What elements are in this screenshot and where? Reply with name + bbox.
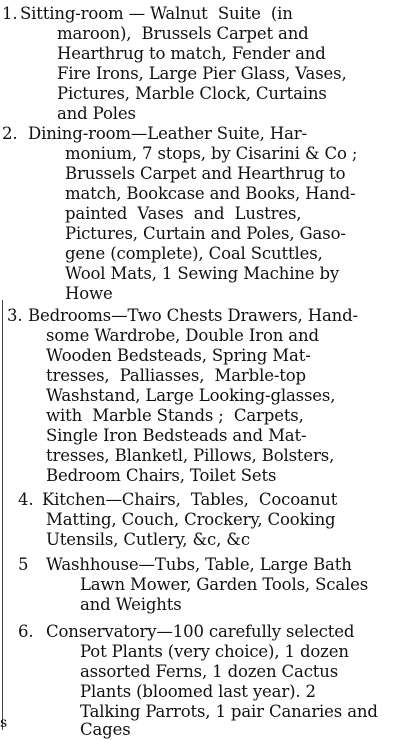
item-line: Pictures, Marble Clock, Curtains [57,84,327,103]
item-line: Brussels Carpet and Hearthrug to [65,164,346,183]
item-number: 4. [18,490,34,509]
item-number: 2. [2,124,18,143]
item-line: Kitchen—Chairs, Tables, Cocoanut [42,490,338,509]
item-number: 6. [18,622,34,641]
item-line: monium, 7 stops, by Cisarini & Co ; [65,144,358,163]
item-line: Utensils, Cutlery, &c, &c [46,530,250,549]
item-line: tresses, Blanketl, Pillows, Bolsters, [46,446,335,465]
item-line: Hearthrug to match, Fender and [57,44,326,63]
item-line: Talking Parrots, 1 pair Canaries and [80,702,378,721]
item-line: Washhouse—Tubs, Table, Large Bath [46,555,352,574]
item-line: Conservatory—100 carefully selected [46,622,355,641]
item-line: painted Vases and Lustres, [65,204,302,223]
item-line: Dining-room—Leather Suite, Har- [28,124,307,143]
item-line: Matting, Couch, Crockery, Cooking [46,510,336,529]
column-rule [2,300,3,730]
item-number: 5 [18,555,29,574]
item-line: Sitting-room — Walnut Suite (in [20,4,293,23]
item-line: assorted Ferns, 1 dozen Cactus [80,662,339,681]
item-line: Fire Irons, Large Pier Glass, Vases, [57,64,347,83]
item-line: with Marble Stands ; Carpets, [46,406,304,425]
item-line: Howe [65,284,113,303]
item-line: some Wardrobe, Double Iron and [46,326,319,345]
item-line: and Poles [57,104,136,123]
item-line: Washstand, Large Looking-glasses, [46,386,336,405]
item-line: Bedrooms—Two Chests Drawers, Hand- [28,306,358,325]
item-line: gene (complete), Coal Scuttles, [65,244,323,263]
item-line: Lawn Mower, Garden Tools, Scales [80,575,369,594]
item-line: Pictures, Curtain and Poles, Gaso- [65,224,346,243]
item-line: tresses, Palliasses, Marble-top [46,366,306,385]
item-line: Cages [80,720,131,739]
margin-fragment: s [0,715,8,731]
item-number: 1. [2,4,18,23]
item-line: Pot Plants (very choice), 1 dozen [80,642,349,661]
item-line: match, Bookcase and Books, Hand- [65,184,356,203]
item-number: 3. [7,306,23,325]
item-line: Single Iron Bedsteads and Mat- [46,426,307,445]
item-line: maroon), Brussels Carpet and [57,24,309,43]
item-line: Plants (bloomed last year). 2 [80,682,316,701]
item-line: Bedroom Chairs, Toilet Sets [46,466,277,485]
item-line: and Weights [80,595,182,614]
item-line: Wool Mats, 1 Sewing Machine by [65,264,340,283]
item-line: Wooden Bedsteads, Spring Mat- [46,346,311,365]
